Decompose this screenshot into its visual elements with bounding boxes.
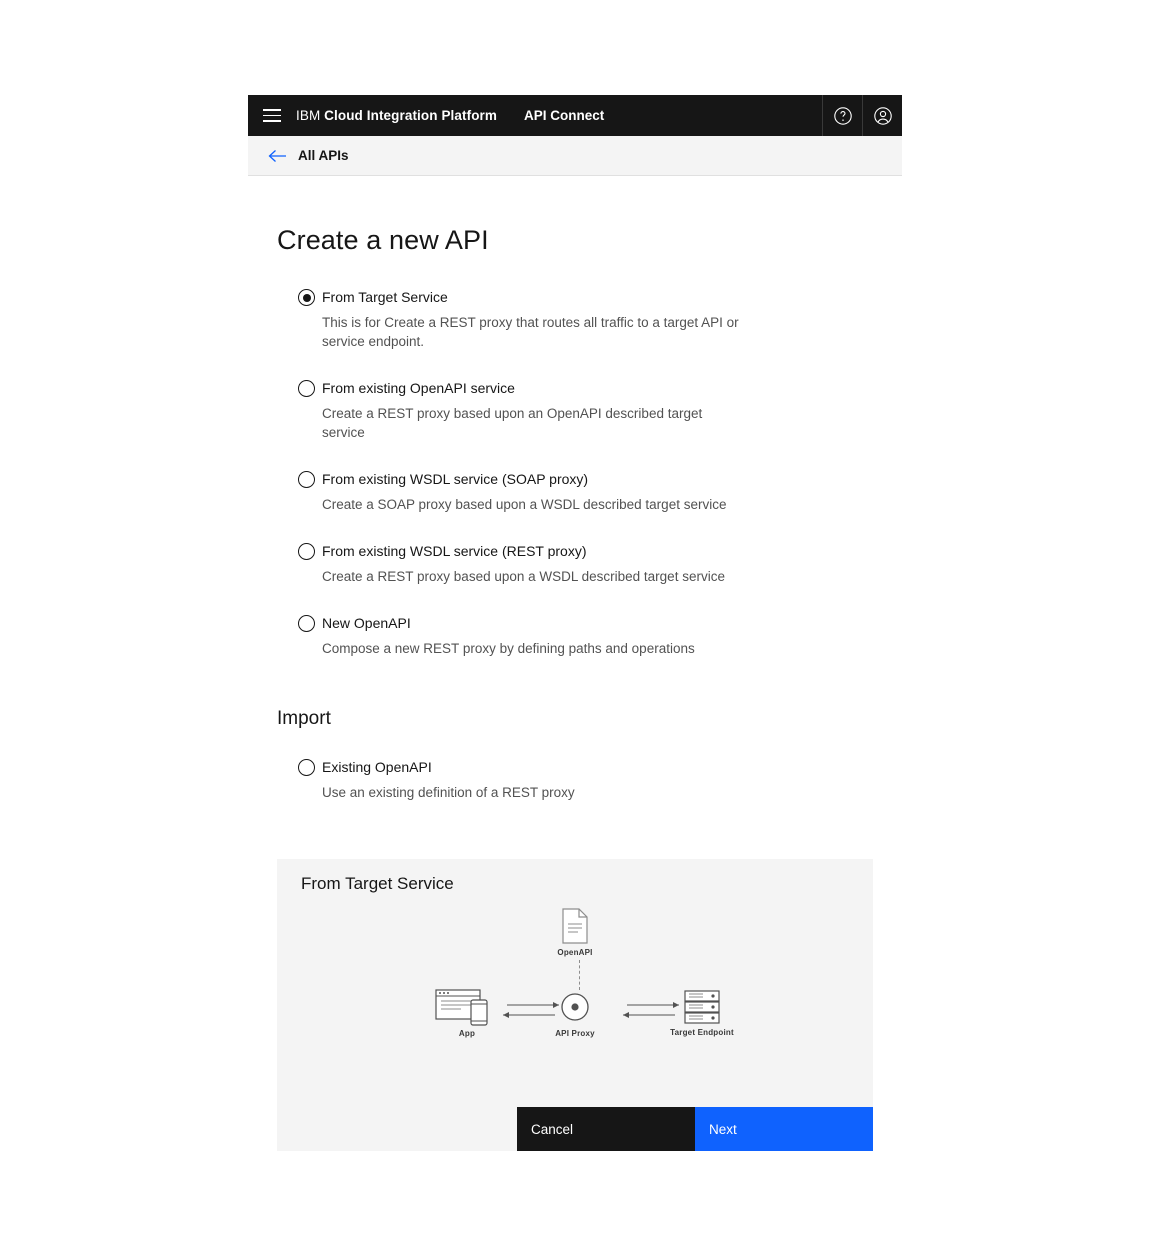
option-from-target-service[interactable] [277, 288, 897, 351]
brand-name: Cloud Integration Platform [324, 108, 498, 123]
diagram-node-openapi [545, 908, 605, 957]
option-from-existing-wsdl-soap-proxy[interactable] [277, 470, 897, 514]
create-options-group [277, 288, 897, 658]
diagram-connector-dashed [579, 960, 580, 990]
option-existing-openapi[interactable] [277, 758, 897, 802]
option-label[interactable]: From Target Service [322, 289, 448, 305]
diagram-label-api-proxy: API Proxy [555, 1029, 595, 1038]
option-label[interactable]: New OpenAPI [322, 615, 411, 631]
account-button[interactable] [862, 95, 902, 136]
diagram-label-openapi: OpenAPI [557, 948, 593, 957]
diagram-node-app [427, 988, 507, 1038]
radio-icon[interactable] [298, 759, 315, 776]
radio-icon[interactable] [298, 471, 315, 488]
diagram-label-target-endpoint: Target Endpoint [670, 1028, 734, 1037]
option-description: Create a REST proxy based upon a WSDL described target service [322, 569, 725, 584]
import-options-group [277, 758, 897, 802]
breadcrumb-title: All APIs [298, 148, 349, 163]
architecture-diagram [277, 900, 873, 1075]
document-icon [561, 908, 589, 944]
hamburger-menu-icon[interactable] [248, 95, 296, 136]
main-content [277, 225, 897, 802]
option-description: Use an existing definition of a REST proxy [322, 785, 575, 800]
diagram-node-api-proxy [531, 988, 619, 1038]
diagram-label-app: App [458, 1029, 476, 1038]
dialog-actions [277, 1107, 873, 1151]
radio-icon[interactable] [298, 289, 315, 306]
api-proxy-icon [560, 992, 590, 1022]
next-button[interactable]: Next [695, 1107, 873, 1151]
preview-panel [277, 859, 873, 1151]
radio-icon[interactable] [298, 615, 315, 632]
option-description: Compose a new REST proxy by defining paths and operations [322, 641, 695, 656]
global-header [248, 95, 902, 136]
option-from-existing-openapi-service[interactable] [277, 379, 897, 442]
diagram-node-target-endpoint [652, 988, 752, 1037]
option-from-existing-wsdl-rest-proxy[interactable] [277, 542, 897, 586]
brand-label [296, 108, 497, 123]
option-description: This is for Create a REST proxy that routes all traffic to a target API or service endpoint. [322, 315, 739, 349]
cancel-button[interactable]: Cancel [517, 1107, 695, 1151]
app-window [248, 95, 902, 176]
page-title: Create a new API [277, 225, 489, 255]
product-name: API Connect [524, 108, 605, 123]
option-description: Create a REST proxy based upon an OpenAPI described target service [322, 406, 703, 440]
option-label[interactable]: From existing WSDL service (SOAP proxy) [322, 471, 589, 487]
app-devices-icon [435, 988, 499, 1026]
breadcrumb [248, 136, 902, 176]
option-label[interactable]: From existing OpenAPI service [322, 380, 515, 396]
brand-prefix: IBM [296, 108, 325, 123]
help-button[interactable] [822, 95, 862, 136]
back-button[interactable] [266, 145, 288, 167]
option-label[interactable]: From existing WSDL service (REST proxy) [322, 543, 587, 559]
option-label[interactable]: Existing OpenAPI [322, 759, 432, 775]
preview-title: From Target Service [301, 874, 454, 893]
option-description: Create a SOAP proxy based upon a WSDL described target service [322, 497, 727, 512]
server-icon [684, 990, 720, 1024]
radio-icon[interactable] [298, 380, 315, 397]
help-circle-icon [833, 106, 853, 126]
radio-icon[interactable] [298, 543, 315, 560]
arrow-left-icon [268, 149, 287, 163]
user-avatar-icon [873, 106, 893, 126]
import-section-title: Import [277, 708, 331, 729]
option-new-openapi[interactable] [277, 614, 897, 658]
